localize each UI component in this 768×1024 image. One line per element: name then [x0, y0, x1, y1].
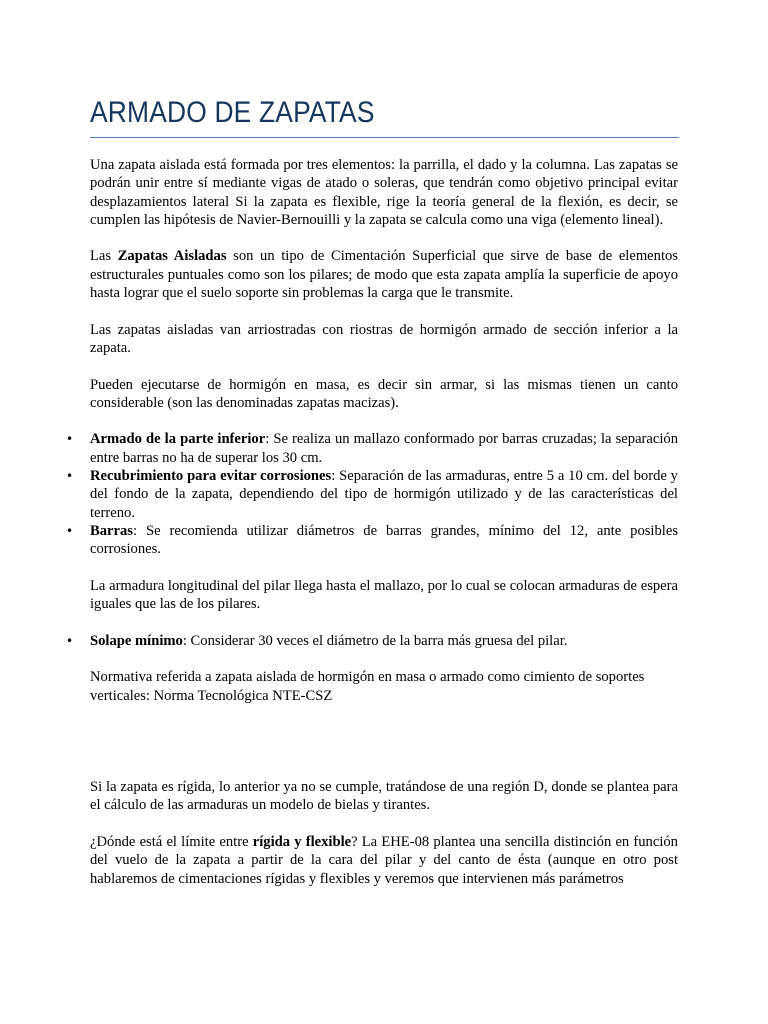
paragraph-zapata-rigida: Si la zapata es rígida, lo anterior ya no se cumple, tratándose de una región D, donde se plantea para el cálculo de las armaduras un modelo de bielas y tirantes.	[90, 779, 678, 814]
bold-term: Solape mínimo	[90, 632, 183, 649]
paragraph-riostras: Las zapatas aisladas van arriostradas con riostras de hormigón armado de sección inferior a la zapata.	[90, 321, 678, 356]
paragraph-hormigon-masa: Pueden ejecutarse de hormigón en masa, es decir sin armar, si las mismas tienen un canto considerable (son las denominadas zapatas macizas).	[90, 376, 678, 411]
paragraph-armadura-longitudinal: La armadura longitudinal del pilar llega hasta el mallazo, por lo cual se colocan armaduras de espera iguales que las de los pilares.	[90, 577, 678, 613]
bullet-icon: •	[66, 633, 74, 648]
list-item-text: : Se realiza un mallazo conformado por barras cruzadas; la separación entre barras no ha de superar los 30 cm.	[90, 431, 679, 466]
list-item	[66, 522, 678, 559]
bullet-icon: •	[66, 523, 74, 538]
paragraph-text: son un tipo de Cimentación Superficial que sirve de base de elementos estructurales puntuales como son los pilares; de modo que esta zapata amplía la superficie de apoyo hasta lograr que el suelo soporte sin problemas la carga que le transmite.	[90, 248, 678, 302]
bold-term: Armado de la parte inferior	[90, 431, 266, 448]
document-body	[66, 156, 679, 906]
paragraph-normativa: Normativa referida a zapata aislada de hormigón en masa o armado como cimiento de soportes verticales: Norma Tecnológica NTE-CSZ	[90, 669, 645, 704]
bullet-list-solape	[66, 632, 678, 650]
page-title: ARMADO DE ZAPATAS	[90, 96, 375, 129]
title-underline	[90, 137, 679, 138]
paragraph-text: ? La EHE-08 plantea una sencilla distinción en función del vuelo de la zapata a partir de la cara del pilar y del canto de ésta (aunque en otro post hablaremos de cimentaciones rígidas y flexibles y veremos que intervienen más parámetros	[90, 833, 678, 887]
blank-space	[90, 723, 678, 778]
bold-term: rígida y flexible	[252, 833, 352, 850]
bold-term: Zapatas Aisladas	[117, 248, 227, 265]
bullet-icon: •	[66, 469, 74, 484]
list-item	[66, 632, 678, 650]
list-item	[66, 467, 678, 522]
list-item-text: : Se recomienda utilizar diámetros de barras grandes, mínimo del 12, ante posibles corrosiones.	[90, 522, 678, 558]
list-item-text: : Considerar 30 veces el diámetro de la barra más gruesa del pilar.	[182, 632, 568, 649]
paragraph-text: ¿Dónde está el límite entre	[90, 833, 253, 850]
paragraph-limite-rigida-flexible	[90, 833, 678, 888]
bullet-icon: •	[66, 432, 74, 447]
list-item	[66, 430, 679, 467]
bold-term: Recubrimiento para evitar corrosiones	[90, 468, 332, 485]
bold-term: Barras	[90, 522, 133, 539]
bullet-list	[66, 430, 679, 558]
list-item-text: : Separación de las armaduras, entre 5 a 10 cm. del borde y del fondo de la zapata, dependiendo del tipo de hormigón utilizado y de las características del terreno.	[90, 468, 678, 521]
paragraph-zapatas-aisladas	[90, 247, 678, 302]
paragraph-text: Las	[90, 248, 118, 265]
paragraph-intro: Una zapata aislada está formada por tres elementos: la parrilla, el dado y la columna. Las zapatas se podrán unir entre sí mediante vigas de atado o soleras, que tendrán como objetivo principal evitar desplazamientos lateral Si la zapata es flexible, rige la teoría general de la flexión, es decir, se cumplen las hipótesis de Navier-Bernouilli y la zapata se calcula como una viga (elemento lineal).	[90, 157, 678, 228]
